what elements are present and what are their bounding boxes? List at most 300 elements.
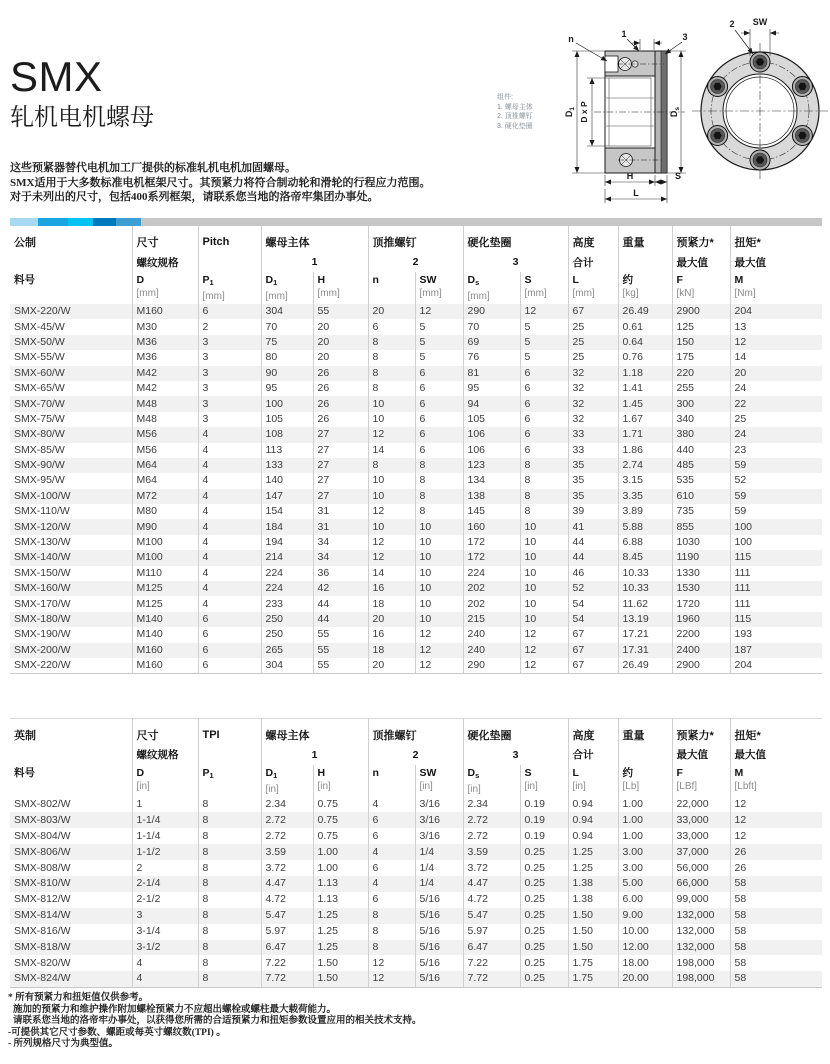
value-cell: 6.88 <box>618 535 672 550</box>
column-header: D [mm] <box>132 272 198 304</box>
value-cell: 340 <box>672 412 730 427</box>
value-cell: 10 <box>415 612 463 627</box>
value-cell: 4 <box>198 596 261 611</box>
part-number-cell: SMX-100/W <box>14 489 71 502</box>
part-number-cell: SMX-75/W <box>14 412 65 425</box>
table-row <box>10 955 822 971</box>
column-unit: [in] <box>317 780 331 792</box>
column-unit: [mm] <box>467 291 490 302</box>
value-cell: 12 <box>368 535 415 550</box>
value-cell: 4 <box>132 971 198 987</box>
value-cell: 106 <box>463 443 520 458</box>
value-cell: M36 <box>132 335 198 350</box>
column-unit: [in] <box>524 780 538 792</box>
value-cell: 1.25 <box>568 844 618 860</box>
value-cell: M30 <box>132 319 198 334</box>
value-cell: 240 <box>463 627 520 642</box>
value-cell: 6 <box>368 828 415 844</box>
column-header: P1 <box>198 765 261 797</box>
table-row <box>10 627 822 642</box>
table-row <box>10 504 822 519</box>
value-cell: 32 <box>568 396 618 411</box>
value-cell: 175 <box>672 350 730 365</box>
column-subgroup-header: 最大值 <box>672 745 730 765</box>
part-number-cell: SMX-160/W <box>14 582 71 595</box>
part-number-cell: SMX-808/W <box>14 861 71 874</box>
value-cell: 4.47 <box>261 876 313 892</box>
column-subgroup-header: 最大值 <box>730 745 822 765</box>
value-cell: 8 <box>368 458 415 473</box>
value-cell: 58 <box>730 892 822 908</box>
accent-bar-segment <box>68 218 93 226</box>
value-cell: 4 <box>198 550 261 565</box>
value-cell: 10.33 <box>618 581 672 596</box>
value-cell: 147 <box>261 489 313 504</box>
table-row <box>10 860 822 876</box>
value-cell: 76 <box>463 350 520 365</box>
value-cell: 12 <box>368 504 415 519</box>
column-subgroup-header: 1 <box>261 745 368 765</box>
value-cell: 70 <box>261 319 313 334</box>
value-cell: 735 <box>672 504 730 519</box>
value-cell: 2.34 <box>463 797 520 813</box>
part-number-cell: SMX-85/W <box>14 443 65 456</box>
value-cell: 10 <box>368 519 415 534</box>
column-header: Ds [mm] <box>463 272 520 304</box>
value-cell: 58 <box>730 955 822 971</box>
value-cell: 0.64 <box>618 335 672 350</box>
value-cell: 58 <box>730 971 822 987</box>
value-cell: 6.47 <box>463 940 520 956</box>
column-subgroup-header <box>618 745 672 765</box>
value-cell: 26 <box>313 396 368 411</box>
part-number-cell: SMX-820/W <box>14 956 71 969</box>
value-cell: 4 <box>368 876 415 892</box>
value-cell: 2.72 <box>463 812 520 828</box>
column-unit: [LBf] <box>676 780 698 792</box>
value-cell: 69 <box>463 335 520 350</box>
value-cell: 3.72 <box>261 860 313 876</box>
value-cell: 4 <box>198 581 261 596</box>
column-group-header: 尺寸 <box>132 226 198 252</box>
value-cell: 14 <box>368 443 415 458</box>
value-cell: 1.00 <box>618 797 672 813</box>
value-cell: 7.72 <box>463 971 520 987</box>
value-cell: 4.72 <box>463 892 520 908</box>
value-cell: 1530 <box>672 581 730 596</box>
value-cell: 132,000 <box>672 940 730 956</box>
value-cell: 0.25 <box>520 892 568 908</box>
table-row <box>10 596 822 611</box>
value-cell: 94 <box>463 396 520 411</box>
table-row <box>10 844 822 860</box>
part-number-cell: SMX-60/W <box>14 366 65 379</box>
value-cell: 33 <box>568 427 618 442</box>
part-number-cell: SMX-110/W <box>14 505 70 518</box>
value-cell: 5/16 <box>415 955 463 971</box>
value-cell: 27 <box>313 489 368 504</box>
table-row <box>10 458 822 473</box>
value-cell: 5.00 <box>618 876 672 892</box>
value-cell: 1.38 <box>568 892 618 908</box>
value-cell: 1190 <box>672 550 730 565</box>
column-unit: [mm] <box>572 288 595 299</box>
value-cell: M100 <box>132 550 198 565</box>
value-cell: M140 <box>132 612 198 627</box>
value-cell: 12 <box>368 550 415 565</box>
value-cell: 1.38 <box>568 876 618 892</box>
value-cell: 6.47 <box>261 940 313 956</box>
value-cell: 2900 <box>672 658 730 674</box>
table-row <box>10 876 822 892</box>
value-cell: 10.33 <box>618 566 672 581</box>
value-cell: 194 <box>261 535 313 550</box>
value-cell: 5.47 <box>463 908 520 924</box>
column-group-header: 硬化垫圈 <box>463 719 568 745</box>
value-cell: 10 <box>520 550 568 565</box>
part-number-cell: SMX-220/W <box>14 305 71 318</box>
value-cell: 12 <box>520 304 568 319</box>
value-cell: 172 <box>463 535 520 550</box>
value-cell: 36 <box>313 566 368 581</box>
part-number-cell: SMX-804/W <box>14 829 71 842</box>
value-cell: 22 <box>730 396 822 411</box>
column-unit: [mm] <box>317 288 340 299</box>
value-cell: 27 <box>313 473 368 488</box>
value-cell: 3.00 <box>618 860 672 876</box>
column-group-header: 高度 <box>568 226 618 252</box>
value-cell: 10 <box>415 566 463 581</box>
column-header: D1 [in] <box>261 765 313 797</box>
column-unit: [Lb] <box>622 780 640 792</box>
value-cell: 265 <box>261 643 313 658</box>
column-symbol-subscript: 1 <box>209 770 214 780</box>
column-unit: [in] <box>419 780 433 792</box>
value-cell: 1.41 <box>618 381 672 396</box>
table-row <box>10 550 822 565</box>
value-cell: M160 <box>132 304 198 319</box>
column-header: D1 [mm] <box>261 272 313 304</box>
value-cell: 2.34 <box>261 797 313 813</box>
column-unit: [mm] <box>136 288 159 299</box>
product-description <box>10 161 430 205</box>
value-cell: 2.72 <box>463 828 520 844</box>
value-cell: 145 <box>463 504 520 519</box>
value-cell: 3 <box>132 908 198 924</box>
value-cell: 10 <box>520 612 568 627</box>
metric-data-table <box>10 226 822 674</box>
value-cell: 2 <box>132 860 198 876</box>
value-cell: 106 <box>463 427 520 442</box>
value-cell: 33,000 <box>672 828 730 844</box>
value-cell: 3.00 <box>618 844 672 860</box>
value-cell: 12 <box>730 335 822 350</box>
value-cell: 4 <box>368 844 415 860</box>
value-cell: 4 <box>198 473 261 488</box>
value-cell: 4 <box>198 458 261 473</box>
value-cell: 0.25 <box>520 860 568 876</box>
column-group-header: 预紧力* <box>672 719 730 745</box>
value-cell: 8 <box>198 908 261 924</box>
value-cell: 5/16 <box>415 971 463 987</box>
value-cell: 202 <box>463 596 520 611</box>
table-row <box>10 828 822 844</box>
value-cell: 224 <box>261 581 313 596</box>
table-row <box>10 366 822 381</box>
value-cell: 214 <box>261 550 313 565</box>
value-cell: M64 <box>132 458 198 473</box>
label-sw: SW <box>752 17 768 27</box>
value-cell: 3-1/2 <box>132 940 198 956</box>
value-cell: 8 <box>368 924 415 940</box>
value-cell: 2 <box>198 319 261 334</box>
legend-item: 2. 顶推螺钉 <box>497 113 533 120</box>
column-group-header: 重量 <box>618 719 672 745</box>
value-cell: 8 <box>198 828 261 844</box>
column-header: 约 [Lb] <box>618 765 672 797</box>
value-cell: 10 <box>415 535 463 550</box>
value-cell: 10 <box>368 489 415 504</box>
value-cell: 2200 <box>672 627 730 642</box>
value-cell: 290 <box>463 304 520 319</box>
part-number-cell: SMX-812/W <box>14 893 71 906</box>
value-cell: 7.22 <box>261 955 313 971</box>
value-cell: 3 <box>198 366 261 381</box>
value-cell: 2400 <box>672 643 730 658</box>
label-dxp: D x P <box>579 101 589 123</box>
value-cell: 3.59 <box>261 844 313 860</box>
value-cell: 1330 <box>672 566 730 581</box>
legend-item: 1. 螺母主体 <box>497 103 533 111</box>
part-number-cell: SMX-802/W <box>14 797 71 810</box>
column-unit: [in] <box>136 780 150 792</box>
value-cell: 12 <box>368 955 415 971</box>
table-row <box>10 658 822 674</box>
value-cell: 20 <box>313 335 368 350</box>
value-cell: 67 <box>568 627 618 642</box>
value-cell: 3/16 <box>415 828 463 844</box>
value-cell: 3 <box>198 412 261 427</box>
value-cell: 95 <box>261 381 313 396</box>
column-group-header: 扭矩* <box>730 719 822 745</box>
value-cell: 0.75 <box>313 828 368 844</box>
value-cell: 32 <box>568 381 618 396</box>
table-row <box>10 350 822 365</box>
value-cell: 23 <box>730 443 822 458</box>
column-header: n <box>368 765 415 797</box>
value-cell: 26 <box>313 366 368 381</box>
value-cell: 8 <box>415 458 463 473</box>
value-cell: 108 <box>261 427 313 442</box>
value-cell: M125 <box>132 581 198 596</box>
table-row <box>10 489 822 504</box>
value-cell: 18 <box>368 643 415 658</box>
value-cell: 8 <box>198 971 261 987</box>
value-cell: 20 <box>313 319 368 334</box>
value-cell: 8 <box>520 458 568 473</box>
value-cell: 12 <box>730 812 822 828</box>
value-cell: 4.72 <box>261 892 313 908</box>
value-cell: 6 <box>198 627 261 642</box>
value-cell: 18.00 <box>618 955 672 971</box>
value-cell: 6 <box>415 427 463 442</box>
value-cell: 1030 <box>672 535 730 550</box>
value-cell: 0.25 <box>520 844 568 860</box>
value-cell: 3.15 <box>618 473 672 488</box>
column-subgroup-header: 合计 <box>568 252 618 272</box>
value-cell: 5 <box>520 319 568 334</box>
value-cell: 12 <box>415 627 463 642</box>
value-cell: 250 <box>261 627 313 642</box>
legend-title: 组件: <box>497 94 513 101</box>
value-cell: 12 <box>368 971 415 987</box>
part-number-cell: SMX-95/W <box>14 474 65 487</box>
value-cell: 58 <box>730 876 822 892</box>
value-cell: 66,000 <box>672 876 730 892</box>
value-cell: 8 <box>198 876 261 892</box>
column-group-header: 硬化垫圈 <box>463 226 568 252</box>
value-cell: 8 <box>368 381 415 396</box>
value-cell: 140 <box>261 473 313 488</box>
technical-drawing <box>488 10 830 215</box>
value-cell: 1.25 <box>568 860 618 876</box>
column-group-header: 高度 <box>568 719 618 745</box>
value-cell: 14 <box>368 566 415 581</box>
column-unit: [mm] <box>419 288 442 299</box>
value-cell: 154 <box>261 504 313 519</box>
value-cell: 8 <box>198 892 261 908</box>
part-number-cell: SMX-90/W <box>14 459 65 472</box>
value-cell: 12 <box>368 427 415 442</box>
value-cell: 6 <box>520 427 568 442</box>
value-cell: 26 <box>313 412 368 427</box>
value-cell: 4.47 <box>463 876 520 892</box>
value-cell: 134 <box>463 473 520 488</box>
part-number-cell: SMX-200/W <box>14 643 71 656</box>
value-cell: 5/16 <box>415 908 463 924</box>
value-cell: 55 <box>313 627 368 642</box>
description-line: SMX适用于大多数标准电机框架尺寸。其预紧力将符合制动轮和滑轮的行程应力范围。 <box>10 176 431 189</box>
label-nut-body: 1 <box>621 29 627 39</box>
column-symbol-subscript: s <box>475 770 480 780</box>
footnote: 请联系您当地的洛帝牢办事处，以获得您所需的合适预紧力和扭矩参数设置应用的相关技术支持。 <box>13 1016 422 1026</box>
value-cell: 138 <box>463 489 520 504</box>
column-subgroup-header <box>198 252 261 272</box>
value-cell: 12 <box>415 658 463 674</box>
footnote: 施加的预紧力和维护操作附加螺栓预紧力不应超出螺栓或螺柱最大载荷能力。 <box>13 1004 337 1015</box>
value-cell: 33 <box>568 443 618 458</box>
value-cell: 4 <box>198 443 261 458</box>
value-cell: 1960 <box>672 612 730 627</box>
value-cell: 0.25 <box>520 940 568 956</box>
value-cell: 26 <box>730 844 822 860</box>
value-cell: 16 <box>368 627 415 642</box>
value-cell: 204 <box>730 304 822 319</box>
value-cell: 3 <box>198 335 261 350</box>
value-cell: 25 <box>730 412 822 427</box>
value-cell: 34 <box>313 535 368 550</box>
column-group-header: TPI <box>198 719 261 745</box>
label-s: S <box>674 171 682 181</box>
value-cell: 12 <box>520 627 568 642</box>
value-cell: 12 <box>415 643 463 658</box>
value-cell: 125 <box>672 319 730 334</box>
front-view <box>692 29 828 179</box>
value-cell: 26 <box>730 860 822 876</box>
value-cell: 54 <box>568 596 618 611</box>
value-cell: 172 <box>463 550 520 565</box>
table-row <box>10 319 822 334</box>
value-cell: 1.00 <box>313 844 368 860</box>
value-cell: M80 <box>132 504 198 519</box>
value-cell: 1.50 <box>313 971 368 987</box>
part-number-cell: SMX-50/W <box>14 335 65 348</box>
column-header: 料号 <box>14 274 35 286</box>
column-unit: [in] <box>467 783 481 795</box>
column-unit: [mm] <box>265 291 288 302</box>
value-cell: 1/4 <box>415 860 463 876</box>
value-cell: 7.72 <box>261 971 313 987</box>
column-group-header: 英制 <box>14 729 36 742</box>
value-cell: 3 <box>198 396 261 411</box>
metric-table <box>10 226 822 674</box>
accent-bar-segment <box>10 218 38 226</box>
label-washer: 3 <box>682 32 688 42</box>
value-cell: 202 <box>463 581 520 596</box>
part-number-cell: SMX-80/W <box>14 428 65 441</box>
value-cell: 31 <box>313 519 368 534</box>
value-cell: 1.00 <box>618 828 672 844</box>
table-row <box>10 924 822 940</box>
value-cell: 10 <box>415 596 463 611</box>
value-cell: 304 <box>261 304 313 319</box>
value-cell: 10.00 <box>618 924 672 940</box>
value-cell: 17.21 <box>618 627 672 642</box>
value-cell: 20 <box>368 658 415 674</box>
column-header: n <box>368 272 415 304</box>
value-cell: 0.25 <box>520 876 568 892</box>
column-group-header: 螺母主体 <box>261 226 368 252</box>
column-unit: [in] <box>572 780 586 792</box>
column-group-header: 顶推螺钉 <box>368 226 463 252</box>
part-number-cell: SMX-120/W <box>14 520 71 533</box>
page-title: SMX <box>10 53 103 100</box>
value-cell: 12 <box>520 643 568 658</box>
value-cell: 1.25 <box>313 908 368 924</box>
value-cell: 12.00 <box>618 940 672 956</box>
column-subgroup-header: 1 <box>261 252 368 272</box>
value-cell: M48 <box>132 412 198 427</box>
accent-bar-segment <box>93 218 116 226</box>
value-cell: 2-1/4 <box>132 876 198 892</box>
value-cell: 3.35 <box>618 489 672 504</box>
value-cell: 59 <box>730 504 822 519</box>
column-subgroup-header: 最大值 <box>672 252 730 272</box>
value-cell: 32 <box>568 366 618 381</box>
value-cell: 1.18 <box>618 366 672 381</box>
value-cell: 6 <box>198 304 261 319</box>
imperial-table <box>10 718 822 988</box>
value-cell: 58 <box>730 908 822 924</box>
value-cell: 35 <box>568 473 618 488</box>
value-cell: 67 <box>568 304 618 319</box>
value-cell: 0.25 <box>520 908 568 924</box>
value-cell: 12 <box>730 828 822 844</box>
value-cell: 224 <box>261 566 313 581</box>
value-cell: 5 <box>520 350 568 365</box>
part-number-cell: SMX-180/W <box>14 613 71 625</box>
table-row <box>10 335 822 350</box>
